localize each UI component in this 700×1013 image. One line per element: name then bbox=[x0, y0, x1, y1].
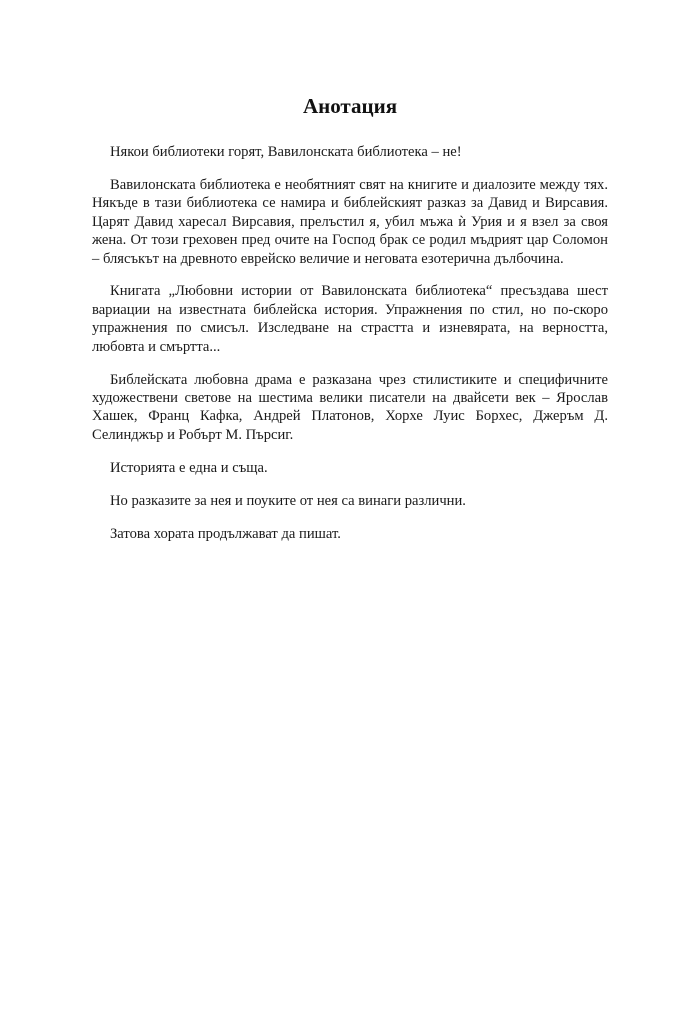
document-title: Анотация bbox=[302, 94, 398, 118]
paragraph-keep-writing: Затова хората продължават да пишат. bbox=[110, 525, 341, 542]
paragraph-intro: Някои библиотеки горят, Вавилонската библиотека – не! bbox=[110, 144, 462, 160]
paragraph-same-story: Историята е една и съща. bbox=[110, 459, 268, 476]
paragraph-library: Вавилонската библиотека е необятният свят на книгите и диалозите между тях. Някъде в тази библиотека се намира и библейският разказ за Давид и Вирсавия. Царят Давид харесал Вирсавия, прелъстил я, убил мъжа ѝ Урия и я взел за своя жена. От този греховен пред очите на Господ брак се родил мъдрият цар Соломон – блясъкът на древното еврейско величие и неговата езотерична дълбочина. bbox=[92, 176, 608, 267]
paragraph-book: Книгата „Любовни истории от Вавилонската библиотека“ пресъздава шест вариации на известната библейска история. Упражнения по стил, но по-скоро упражнения по смисъл. Изследване на страстта и изневярата, на верността, любовта и смъртта... bbox=[92, 283, 608, 355]
paragraph-different-tales: Но разказите за нея и поуките от нея са винаги различни. bbox=[110, 492, 466, 509]
document-body bbox=[92, 143, 608, 557]
paragraph-writers: Библейската любовна драма е разказана чрез стилистиките и специфичните художествени светове на шестима велики писатели на двайсети век – Ярослав Хашек, Франц Кафка, Андрей Платонов, Хорхе Луис Борхес, Джеръм Д. Селинджър и Робърт М. Пърсиг. bbox=[92, 371, 608, 443]
